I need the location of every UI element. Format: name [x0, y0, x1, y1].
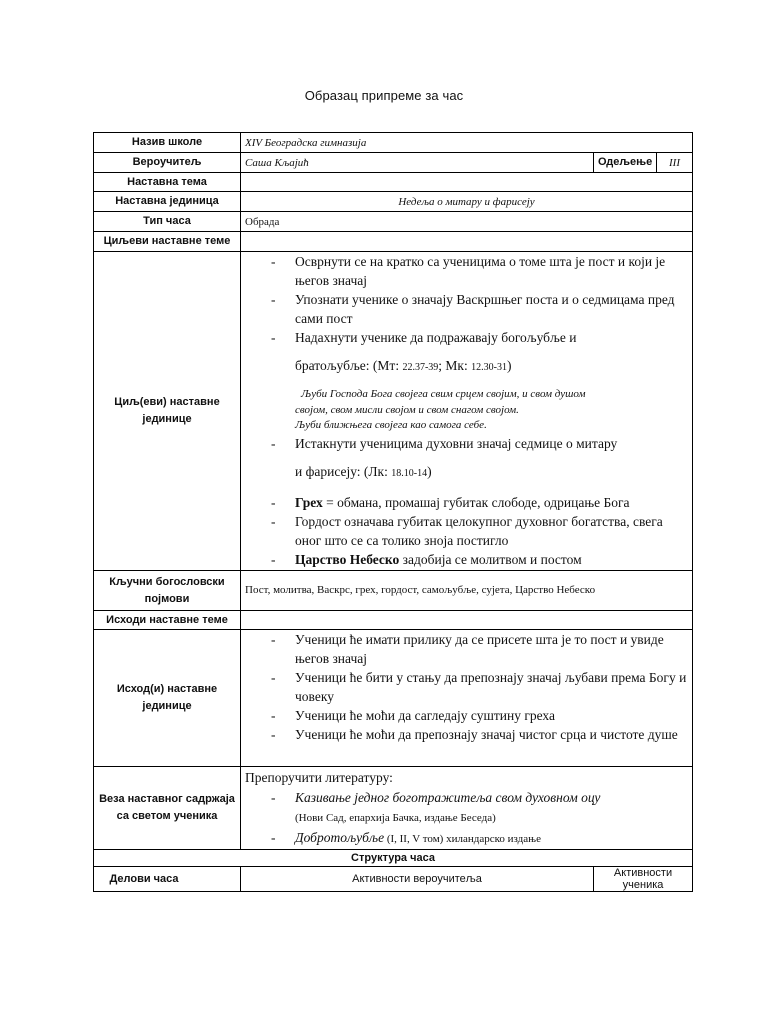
goal-item [271, 434, 688, 493]
goal-text: и фарисеју: (Лк: [295, 463, 388, 479]
unit-label: Наставна јединица [94, 192, 241, 212]
row-topic [94, 173, 693, 192]
class-value: III [657, 153, 693, 173]
col-parts-header [94, 867, 241, 892]
row-unit-outcomes [94, 630, 693, 767]
unit-goals-list [245, 252, 688, 387]
row-school [94, 133, 693, 153]
scripture-ref: 22.37-39 [402, 362, 439, 373]
topic-goals-value [241, 232, 693, 252]
row-unit-goals [94, 252, 693, 571]
goal-text: Надахнути ученике да подражавају богољубље и [295, 330, 577, 345]
row-topic-outcomes [94, 611, 693, 630]
literature-item [271, 788, 688, 828]
key-concepts-label: Кључни богословски појмови [94, 571, 241, 611]
goal-item [271, 493, 688, 512]
scripture-quote [245, 387, 688, 434]
col-teacher-header: Активности вероучитеља [241, 867, 594, 892]
unit-outcomes-label: Исход(и) наставне јединице [94, 630, 241, 767]
lesson-type-label: Тип часа [94, 212, 241, 232]
topic-label: Наставна тема [94, 173, 241, 192]
goal-text: ; Мк: [438, 358, 468, 373]
outcome-item: - Ученици ће имати прилику да се присете шта је то пост и увиде његов значај [271, 630, 688, 668]
goal-item: - Гордост означава губитак целокупног духовног богатства, свега оног што се са толико зноја постигло [271, 512, 688, 550]
goal-text: задобија се молитвом и постом [399, 551, 582, 567]
book-details: (Нови Сад, епархија Бачка, издање Беседа) [295, 812, 496, 824]
row-unit [94, 192, 693, 212]
goal-text: Истакнути ученицима духовни значај седмице о митару [295, 435, 618, 451]
goal-item [271, 328, 688, 387]
literature-intro: Препоручити литературу: [245, 770, 393, 785]
literature-item [271, 828, 688, 849]
row-structure-heading [94, 850, 693, 867]
outcome-item: - Ученици ће моћи да препознају значај чистог срца и чистоте душе [271, 725, 688, 744]
row-lesson-type [94, 212, 693, 232]
goal-item: - Осврнути се на кратко са ученицима о томе шта је пост и који је његов значај [271, 252, 688, 290]
scripture-ref: 18.10-14 [391, 467, 428, 479]
goal-text: = обмана, промашај губитак слободе, одрицање Бога [322, 494, 630, 510]
teacher-label: Вероучитељ [94, 153, 241, 173]
row-key-concepts [94, 571, 693, 611]
unit-goals-list-cell [241, 252, 693, 571]
scripture-ref: 12.30-31 [471, 362, 507, 373]
book-title: Казивање једног боготражитеља свом духовном оцу [295, 790, 601, 805]
goal-text: ) [427, 463, 432, 479]
row-topic-goals [94, 232, 693, 252]
goal-item [271, 550, 688, 569]
topic-value [241, 173, 693, 192]
row-life-link [94, 767, 693, 850]
term-bold: Царство Небеско [295, 551, 400, 567]
outcome-item: - Ученици ће бити у стању да препознају значај љубави према Богу и човеку [271, 668, 688, 706]
col-parts-label: Делови часа [109, 872, 179, 885]
row-structure-columns [94, 867, 693, 892]
school-value: XIV Београдска гимназија [241, 133, 693, 153]
goal-text: ) [506, 358, 512, 373]
book-title: Добротољубље [295, 830, 385, 845]
quote-line: својом, свом мисли својом и свом снагом својом. [295, 403, 519, 416]
literature-list [245, 788, 688, 849]
class-label: Одељење [594, 153, 657, 173]
school-label: Назив школе [94, 133, 241, 153]
lesson-plan-table [93, 132, 693, 892]
col-student-header: Активности ученика [594, 867, 693, 892]
life-link-label: Веза наставног садржаја са светом ученика [94, 767, 241, 850]
life-link-cell [241, 767, 693, 850]
goal-item: - Упознати ученике о значају Васкршњег поста и о седмицама пред сами пост [271, 290, 688, 328]
topic-goals-label: Циљеви наставне теме [94, 232, 241, 252]
teacher-value: Саша Кљајић [241, 153, 594, 173]
unit-value: Недеља о митару и фарисеју [241, 192, 693, 212]
row-teacher [94, 153, 693, 173]
outcome-item: - Ученици ће моћи да сагледају суштину греха [271, 706, 688, 725]
topic-outcomes-value [241, 611, 693, 630]
page-title: Образац припреме за час [304, 88, 464, 103]
goal-text: братољубље: (Мт: [295, 358, 400, 373]
unit-goals-list-continued [245, 434, 688, 569]
unit-outcomes-list-cell [241, 630, 693, 767]
key-concepts-value: Пост, молитва, Васкрс, грех, гордост, самољубље, сујета, Царство Небеско [241, 571, 693, 611]
book-details: (I, II, V том) хиландарско издање [384, 833, 541, 845]
structure-heading: Структура часа [94, 850, 693, 867]
term-bold: Грех [295, 494, 323, 510]
quote-line: Љуби ближњега својега као самога себе. [295, 419, 487, 431]
topic-outcomes-label: Исходи наставне теме [94, 611, 241, 630]
unit-goals-label: Циљ(еви) наставне јединице [94, 252, 241, 571]
lesson-type-value: Обрада [241, 212, 693, 232]
quote-line: Љуби Господа Бога својега свим срцем својим, и свом душом [301, 388, 586, 400]
unit-outcomes-list [245, 630, 688, 744]
